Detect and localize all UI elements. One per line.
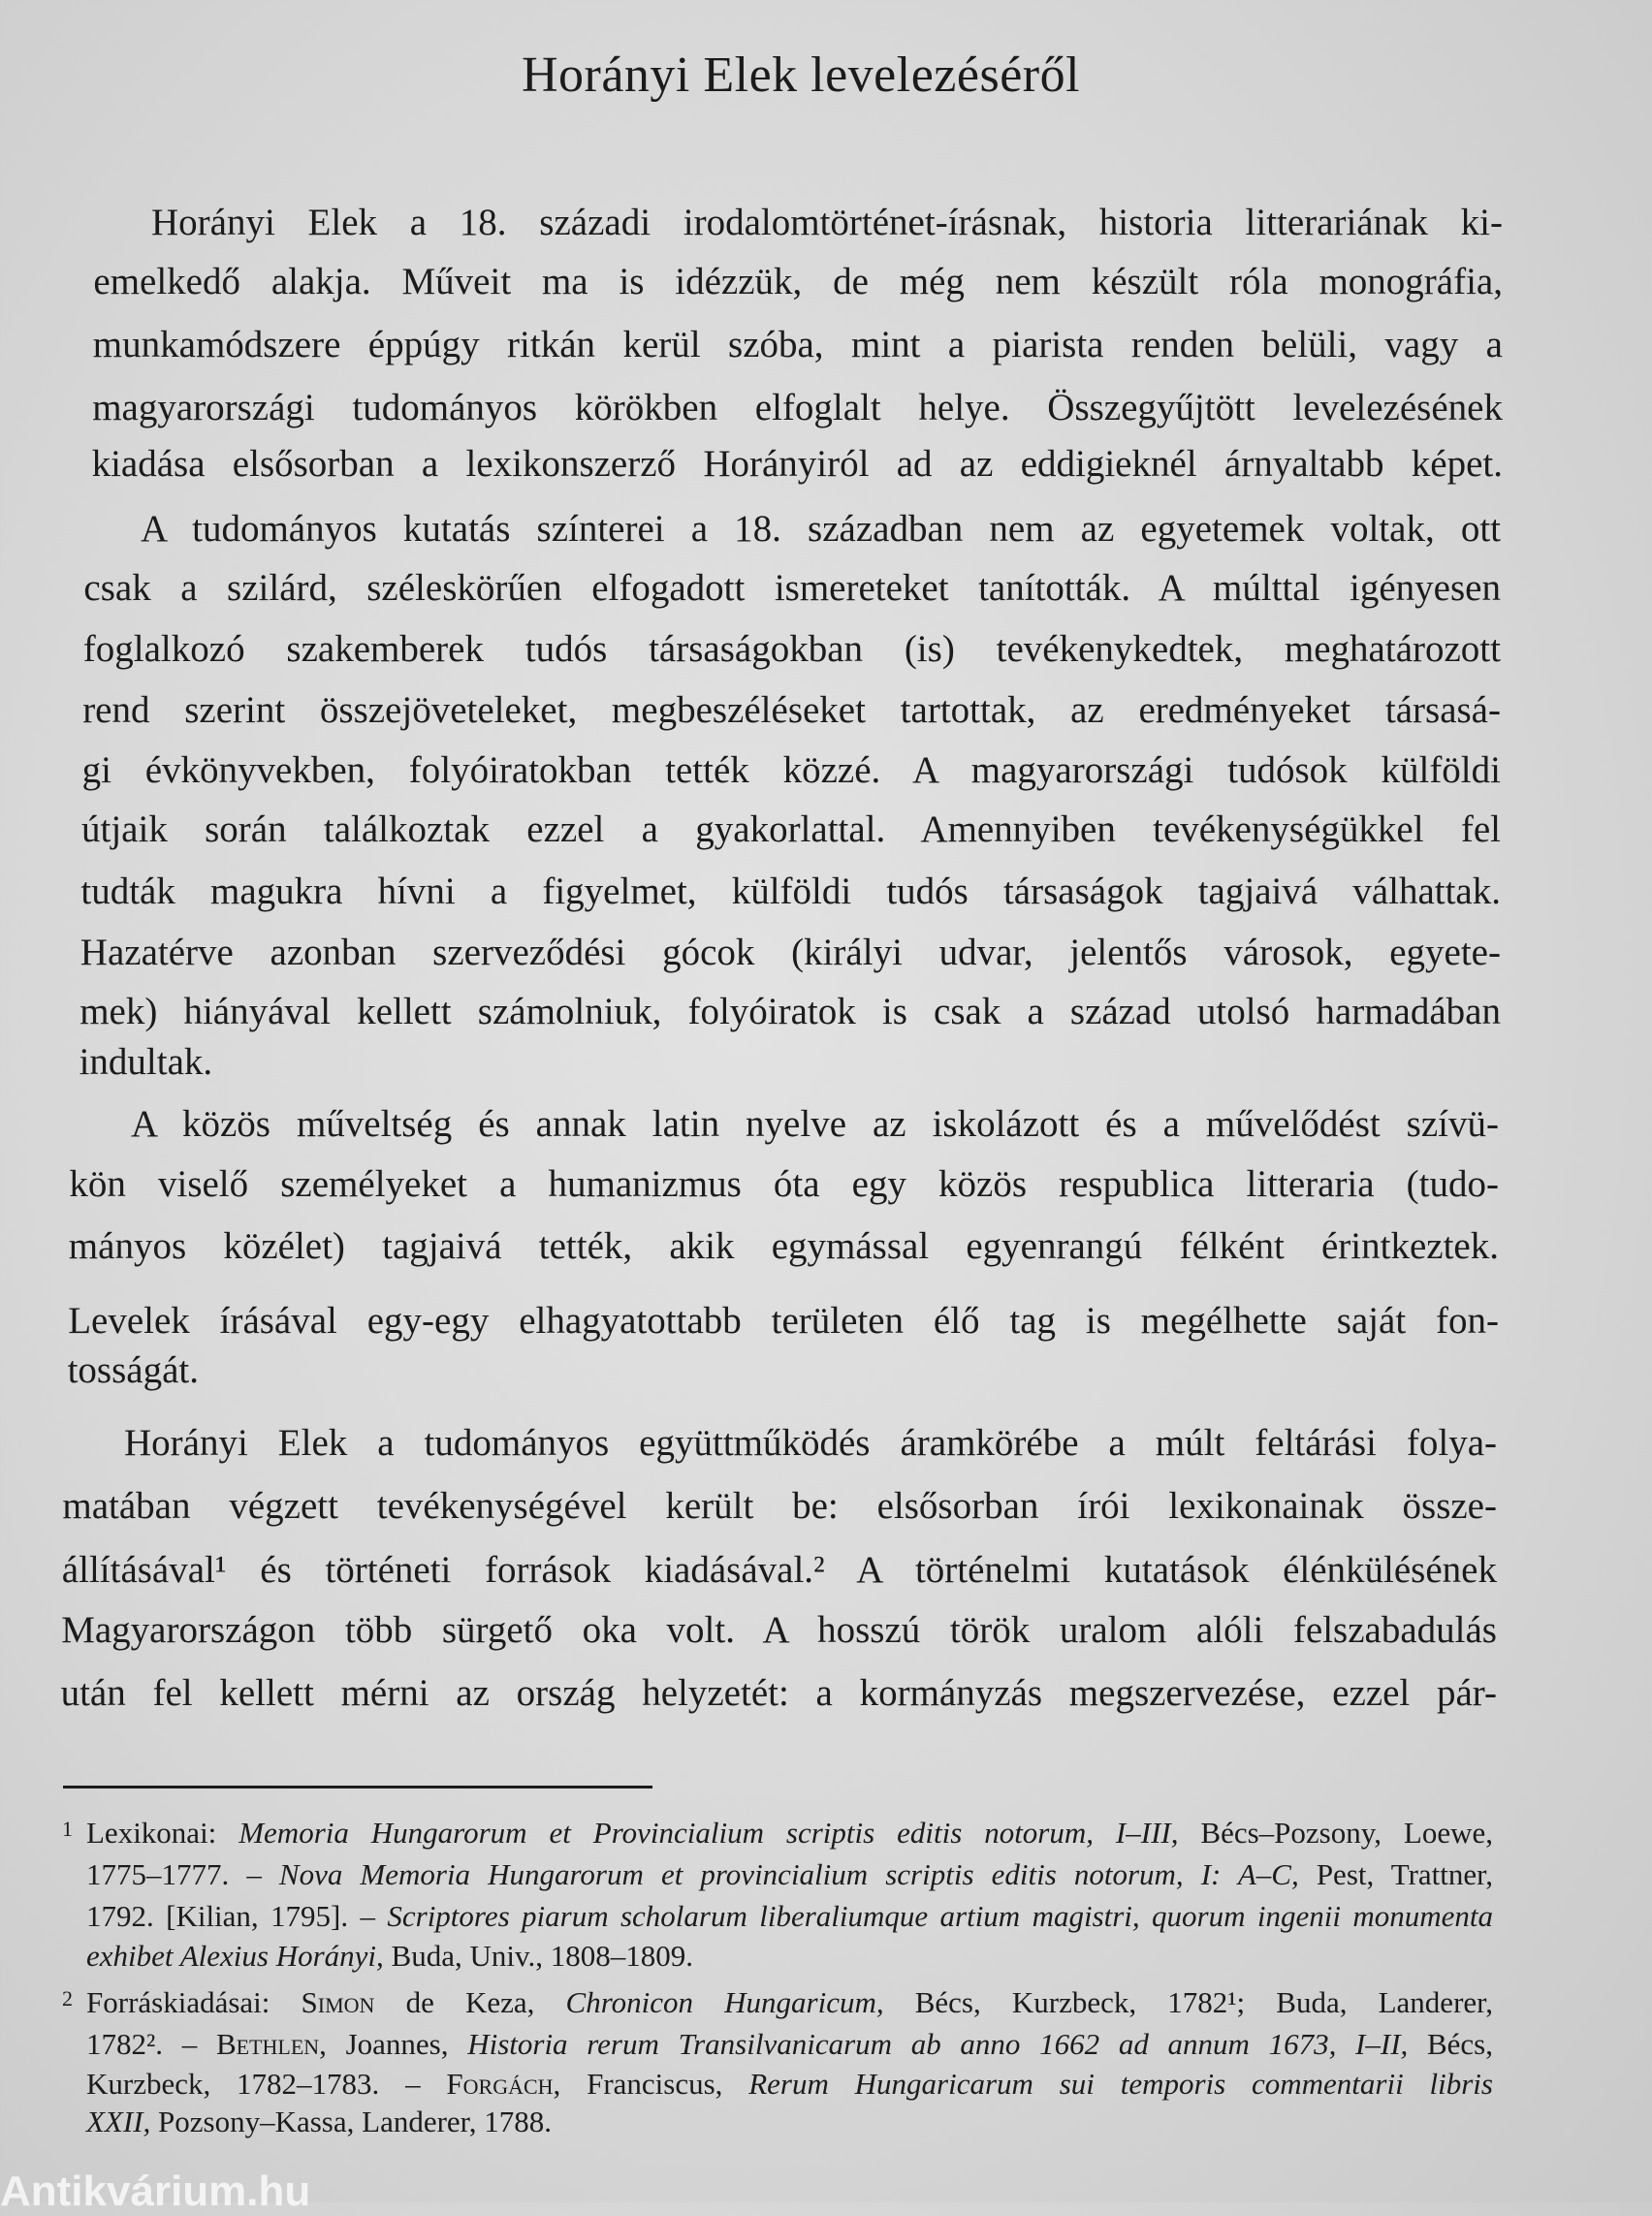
italic-title: Historia rerum Transilvanicarum ab anno 1662 ad annum 1673, I–II, bbox=[467, 2027, 1409, 2061]
paragraph-3-line: mányos közélet) tagjaivá tették, akik egymással egyenrangú félként érintkeztek. bbox=[68, 1225, 1499, 1267]
footnote-separator bbox=[63, 1786, 652, 1789]
footnote-2-line bbox=[86, 1984, 1493, 2021]
italic-title: exhibet Alexius Horányi, bbox=[86, 1939, 384, 1973]
paragraph-2-line: csak a szilárd, széleskörűen elfogadott ismereteket tanították. A múlttal igényesen bbox=[83, 567, 1501, 609]
footnote-text: Bécs, bbox=[1408, 2027, 1493, 2061]
paragraph-3-line: kön viselő személyeket a humanizmus óta egy közös respublica litteraria (tudo- bbox=[69, 1163, 1499, 1205]
paragraph-4-line: Horányi Elek a tudományos együttműködés áramkörébe a múlt feltárási folya- bbox=[124, 1422, 1497, 1464]
footnote-number: 1 bbox=[62, 1817, 73, 1841]
footnote-1-line bbox=[86, 1856, 1493, 1893]
italic-title: Chronicon Hungaricum, bbox=[565, 1985, 884, 2019]
paragraph-1-line: Horányi Elek a 18. századi irodalomtörténet-írásnak, historia litterariának ki- bbox=[151, 202, 1503, 243]
footnote-text: , Franciscus, bbox=[553, 2067, 749, 2101]
footnote-2-line bbox=[86, 2026, 1493, 2063]
paragraph-2-line: gi évkönyvekben, folyóiratokban tették közzé. A magyarországi tudósok külföldi bbox=[81, 749, 1501, 791]
paragraph-2-line: foglalkozó szakemberek tudós társaságokban (is) tevékenykedtek, meghatározott bbox=[82, 628, 1501, 670]
footnote-text: 1782². – bbox=[86, 2027, 216, 2061]
footnote-text: Bécs–Pozsony, Loewe, bbox=[1178, 1816, 1493, 1850]
paragraph-1-line: magyarországi tudományos körökben elfoglalt helye. Összegyűjtött levelezésének bbox=[92, 387, 1503, 428]
footnote-text: 1775–1777. – bbox=[86, 1857, 279, 1891]
footnote-text: Bécs, Kurzbeck, 1782¹; Buda, Landerer, bbox=[883, 1985, 1493, 2019]
watermark: Antikvárium.hu bbox=[0, 2168, 311, 2215]
paragraph-2-line: indultak. bbox=[79, 1041, 213, 1083]
paragraph-4-line: után fel kellett mérni az ország helyzetét: a kormányzás megszervezése, ezzel pár- bbox=[60, 1672, 1497, 1714]
paragraph-1-line: kiadása elsősorban a lexikonszerző Horányiról ad az eddigieknél árnyaltabb képet. bbox=[91, 443, 1503, 485]
paragraph-4-line: Magyarországon több sürgető oka volt. A hosszú török uralom alóli felszabadulás bbox=[61, 1609, 1497, 1651]
paragraph-4-line: matában végzett tevékenységével került be: elsősorban írói lexikonainak össze- bbox=[62, 1485, 1497, 1527]
paragraph-1-line: emelkedő alakja. Műveit ma is idézzük, de még nem készült róla monográfia, bbox=[93, 261, 1503, 302]
italic-title: Rerum Hungaricarum sui temporis commentarii libris bbox=[748, 2067, 1493, 2101]
footnote-1-line bbox=[86, 1898, 1493, 1935]
italic-title: Nova Memoria Hungarorum et provincialium scriptis editis notorum, I: A–C, bbox=[278, 1857, 1299, 1891]
footnote-text: , Joannes, bbox=[319, 2027, 468, 2061]
footnote-2-line bbox=[86, 2104, 1493, 2140]
footnote-text: de Keza, bbox=[374, 1985, 566, 2019]
paragraph-3-line: A közös műveltség és annak latin nyelve az iskolázott és a művelődést szívü- bbox=[131, 1103, 1499, 1145]
page-title: Horányi Elek levelezéséről bbox=[521, 47, 1081, 103]
author-name: Bethlen bbox=[215, 2027, 320, 2061]
footnote-number: 2 bbox=[62, 1986, 73, 2010]
footnote-text: Kurzbeck, 1782–1783. – bbox=[86, 2067, 447, 2101]
footnote-text: Buda, Univ., 1808–1809. bbox=[383, 1939, 693, 1973]
paragraph-2-line: Hazatérve azonban szerveződési gócok (királyi udvar, jelentős városok, egyete- bbox=[79, 932, 1501, 973]
footnote-text: 1792. [Kilian, 1795]. – bbox=[86, 1899, 388, 1933]
italic-title: Memoria Hungarorum et Provincialium scriptis editis notorum, I–III, bbox=[238, 1816, 1179, 1850]
paragraph-3-line: Levelek írásával egy-egy elhagyatottabb területen élő tag is megélhette saját fon- bbox=[68, 1300, 1499, 1342]
paragraph-1-line: munkamódszere éppúgy ritkán kerül szóba, mint a piarista renden belüli, vagy a bbox=[92, 324, 1503, 365]
italic-title: Scriptores piarum scholarum liberaliumque artium magistri, quorum ingenii monumenta bbox=[387, 1899, 1493, 1933]
footnote-2-line bbox=[86, 2066, 1493, 2103]
footnote-text: Forráskiadásai: bbox=[86, 1985, 302, 2019]
paragraph-3-line: tosságát. bbox=[67, 1349, 199, 1391]
paragraph-2-line: mek) hiányával kellett számolniuk, folyóiratok is csak a század utolsó harmadában bbox=[79, 991, 1501, 1032]
author-name: Simon bbox=[301, 1985, 375, 2019]
footnote-text: Pozsony–Kassa, Landerer, 1788. bbox=[150, 2105, 552, 2138]
footnote-text: Pest, Trattner, bbox=[1298, 1857, 1494, 1891]
paragraph-2-line: útjaik során találkoztak ezzel a gyakorlattal. Amennyiben tevékenységükkel fel bbox=[81, 808, 1501, 850]
paragraph-2-line: rend szerint összejöveteleket, megbeszéléseket tartottak, az eredményeket társasá- bbox=[82, 689, 1501, 731]
italic-title: XXII, bbox=[86, 2105, 151, 2138]
footnote-1-line bbox=[86, 1938, 1493, 1975]
author-name: Forgách bbox=[446, 2067, 554, 2101]
paragraph-2-line: tudták magukra hívni a figyelmet, külföldi tudós társaságok tagjaivá válhattak. bbox=[80, 871, 1501, 912]
paragraph-4-line: állításával¹ és történeti források kiadásával.² A történelmi kutatások élénkülésének bbox=[61, 1549, 1497, 1591]
footnote-text: Lexikonai: bbox=[86, 1816, 239, 1850]
footnote-1-line bbox=[86, 1815, 1493, 1852]
paragraph-2-line: A tudományos kutatás színterei a 18. században nem az egyetemek voltak, ott bbox=[141, 508, 1501, 550]
